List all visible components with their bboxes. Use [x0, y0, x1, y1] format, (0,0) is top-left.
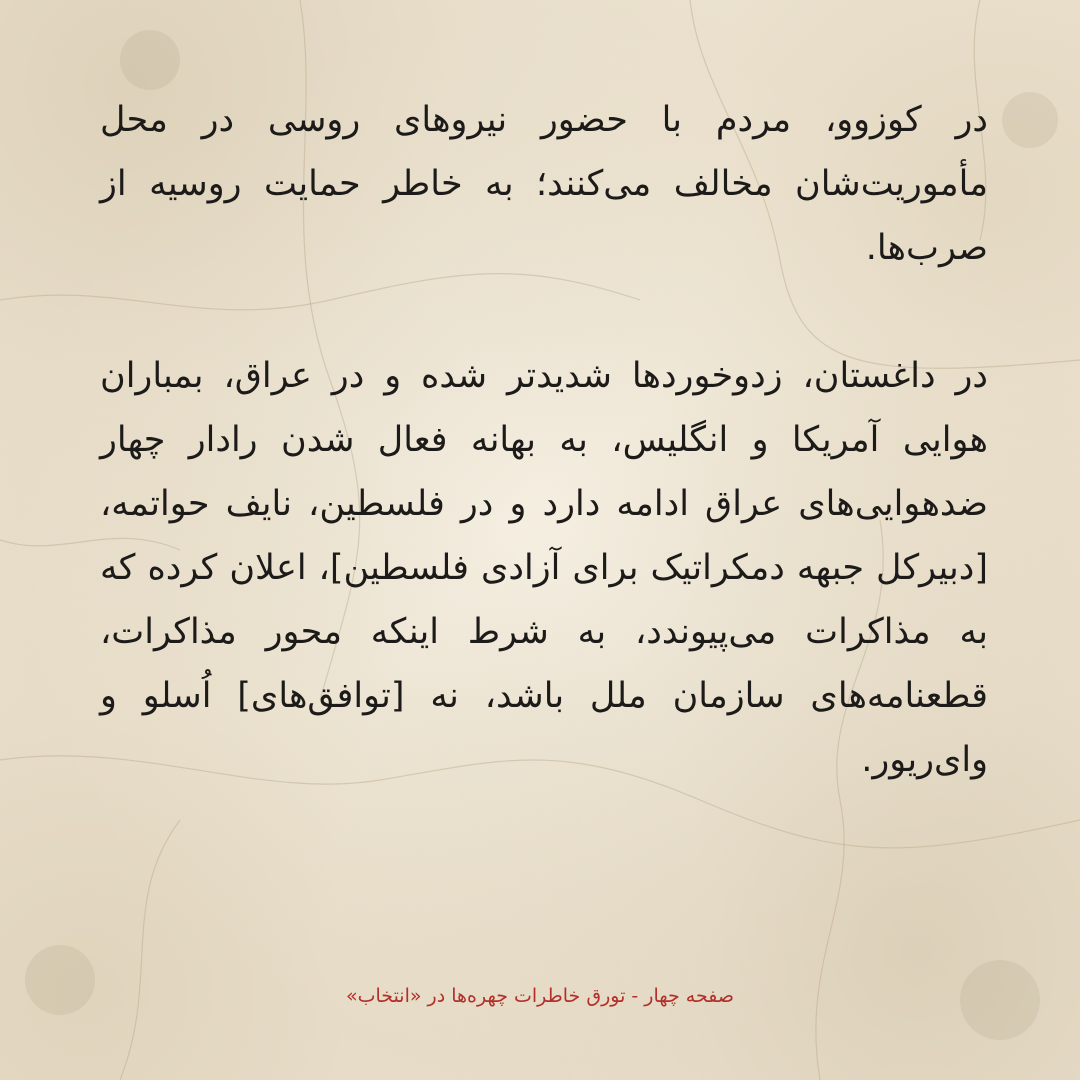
paragraph-kosovo: در کوزوو، مردم با حضور نیروهای روسی در محل مأموریت‌شان مخالف می‌کنند؛ به خاطر حمایت روسیه از صرب‌ها. [100, 100, 988, 268]
footer-caption: صفحه چهار - تورق خاطرات چهره‌ها در «انتخاب» [346, 985, 734, 1007]
article-body [100, 88, 988, 792]
paragraph-dagestan-iraq-palestine: در داغستان، زدوخوردها شدیدتر شده و در عراق، بمباران هوایی آمریکا و انگلیس، به بهانه فعال شدن رادار چهار ضدهوایی‌های عراق ادامه دارد و در فلسطین، نایف حواتمه، [دبیرکل جبهه دمکراتیک برای آزادی فلسطین]، اعلان کرده که به مذاکرات می‌پیوندد، به شرط اینکه محور مذاکرات، قطعنامه‌های سازمان ملل باشد، نه [توافق‌های] اُسلو و وای‌ریور. [100, 356, 988, 780]
